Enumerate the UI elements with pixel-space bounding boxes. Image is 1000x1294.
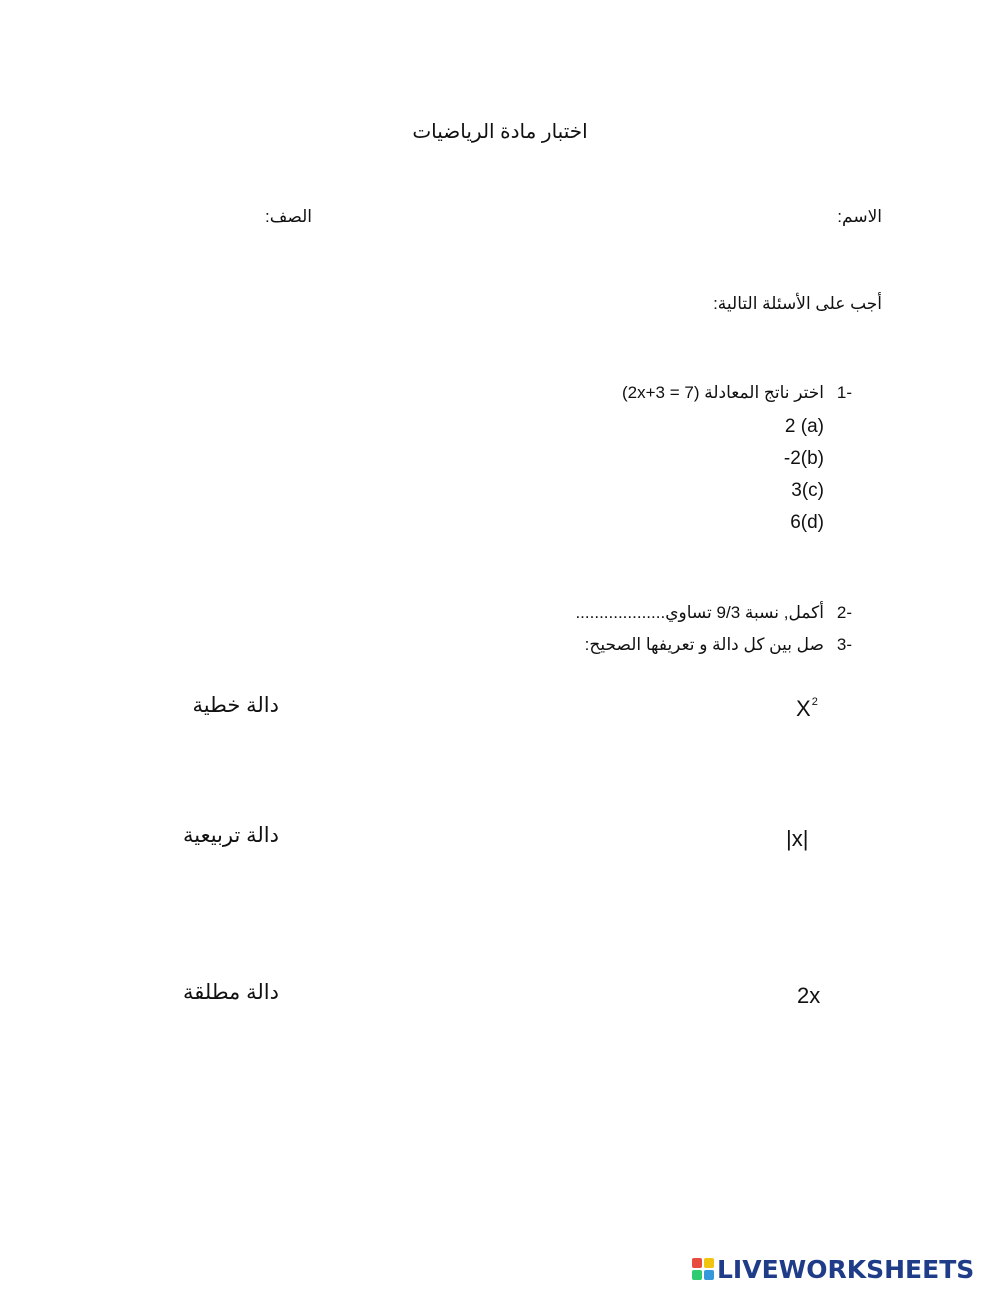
question-3-text: صل بين كل دالة و تعريفها الصحيح: [584, 635, 824, 654]
liveworksheets-logo [692, 1256, 974, 1282]
question-1-option-c[interactable]: 3(c) [791, 480, 824, 501]
question-3-number: 3- [836, 635, 852, 654]
matching-definition-absolute[interactable]: دالة مطلقة [183, 981, 279, 1004]
matching-expression-linear[interactable]: 2x [797, 983, 821, 1008]
matching-definition-linear[interactable]: دالة خطية [192, 694, 279, 717]
matching-definition-quadratic[interactable]: دالة تربيعية [182, 824, 279, 847]
expression-base: X [796, 696, 811, 721]
question-1-option-a[interactable]: 2 (a) [784, 416, 824, 437]
matching-expression-absolute[interactable]: |x| [786, 826, 809, 851]
question-2-text: أكمل, نسبة 9/3 تساوي................... [575, 603, 824, 622]
logo-square-icon [692, 1258, 702, 1268]
question-2-number: 2- [836, 603, 852, 622]
question-1-option-b[interactable]: -2(b) [783, 448, 824, 469]
logo-square-icon [704, 1270, 714, 1280]
logo-text: LIVEWORKSHEETS [717, 1254, 975, 1284]
question-1-number: 1- [836, 383, 852, 402]
page-title: اختبار مادة الرياضيات [412, 121, 588, 143]
expression-exponent: 2 [811, 696, 818, 708]
logo-squares-icon [692, 1258, 714, 1280]
instructions-text: أجب على الأسئلة التالية: [713, 294, 882, 313]
matching-expression-x-squared[interactable] [796, 698, 818, 720]
name-label: الاسم: [837, 207, 882, 226]
logo-square-icon [692, 1270, 702, 1280]
question-1-option-d[interactable]: 6(d) [790, 512, 824, 533]
class-label: الصف: [265, 207, 312, 226]
question-1-text: اختر ناتج المعادلة (7 = 2x+3) [621, 383, 824, 402]
logo-square-icon [704, 1258, 714, 1268]
